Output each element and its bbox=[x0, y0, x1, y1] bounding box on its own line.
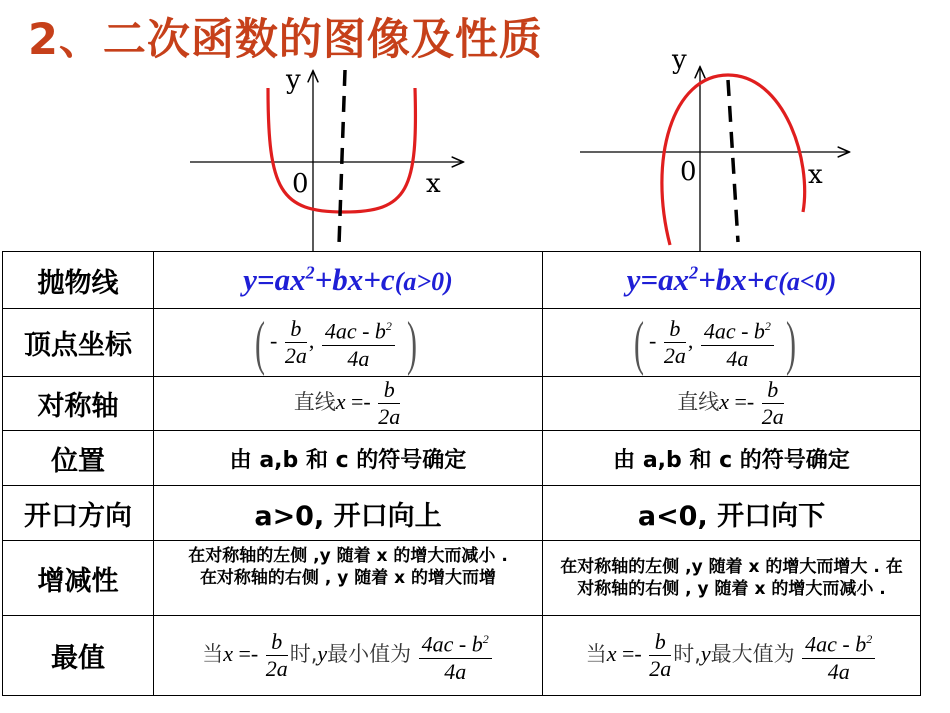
graph-left bbox=[190, 65, 462, 258]
vertex-formula-pos: ( - $\frac{b}{2a}$ , $\frac{4ac - b^2}{4a}$ ) bbox=[154, 309, 543, 377]
row-header-monotonic: 增减性 bbox=[3, 541, 154, 616]
axis-of-symmetry bbox=[339, 70, 345, 245]
axis-formula-pos: 直线x =- $\frac{b}{2a}$ bbox=[154, 377, 543, 431]
y-axis-label: y bbox=[286, 65, 301, 95]
opening-neg: a<0, 开口向下 bbox=[543, 486, 921, 541]
axis-formula-neg: 直线x =- $\frac{b}{2a}$ bbox=[543, 377, 921, 431]
origin-label: 0 bbox=[292, 169, 309, 199]
table-row bbox=[3, 252, 921, 309]
y-axis-label: y bbox=[672, 45, 687, 75]
table-row bbox=[3, 309, 921, 377]
row-header-axis: 对称轴 bbox=[3, 377, 154, 431]
parabola-formula-pos: $y=ax^2+bx+c(a>0)$ bbox=[154, 252, 543, 309]
monotonic-neg: 在对称轴的左侧 ,y 随着 x 的增大而增大 . 在对称轴的右侧 , y 随着 x 的增大而减小 . bbox=[543, 541, 921, 616]
table-row bbox=[3, 616, 921, 696]
properties-table bbox=[2, 251, 921, 696]
row-header-position: 位置 bbox=[3, 431, 154, 486]
table-row bbox=[3, 486, 921, 541]
vertex-formula-neg: ( - $\frac{b}{2a}$ , $\frac{4ac - b^2}{4a}$ ) bbox=[543, 309, 921, 377]
monotonic-pos: 在对称轴的左侧 ,y 随着 x 的增大而减小 . 在对称轴的右侧 , y 随着 x 的增大而增 bbox=[154, 541, 543, 616]
position-pos: 由 a,b 和 c 的符号确定 bbox=[154, 431, 543, 486]
row-header-parabola: 抛物线 bbox=[3, 252, 154, 309]
page-title: 2、二次函数的图像及性质 bbox=[28, 15, 543, 65]
axis-of-symmetry bbox=[728, 80, 738, 242]
extreme-pos: 当x =- $\frac{b}{2a}$ 时,y最小值为 $\frac{4ac - b^2}{4a}$ bbox=[154, 616, 543, 696]
row-header-vertex: 顶点坐标 bbox=[3, 309, 154, 377]
position-neg: 由 a,b 和 c 的符号确定 bbox=[543, 431, 921, 486]
graph-right bbox=[580, 45, 848, 252]
x-axis-label: x bbox=[426, 169, 441, 199]
origin-label: 0 bbox=[680, 157, 697, 187]
opening-pos: a>0, 开口向上 bbox=[154, 486, 543, 541]
table-row bbox=[3, 377, 921, 431]
row-header-opening: 开口方向 bbox=[3, 486, 154, 541]
extreme-neg: 当x =- $\frac{b}{2a}$ 时,y最大值为 $\frac{4ac - b^2}{4a}$ bbox=[543, 616, 921, 696]
x-axis-label: x bbox=[808, 160, 823, 190]
parabola-formula-neg: $y=ax^2+bx+c(a<0)$ bbox=[543, 252, 921, 309]
graphs bbox=[0, 0, 950, 260]
table-row bbox=[3, 431, 921, 486]
table-row bbox=[3, 541, 921, 616]
row-header-extreme: 最值 bbox=[3, 616, 154, 696]
